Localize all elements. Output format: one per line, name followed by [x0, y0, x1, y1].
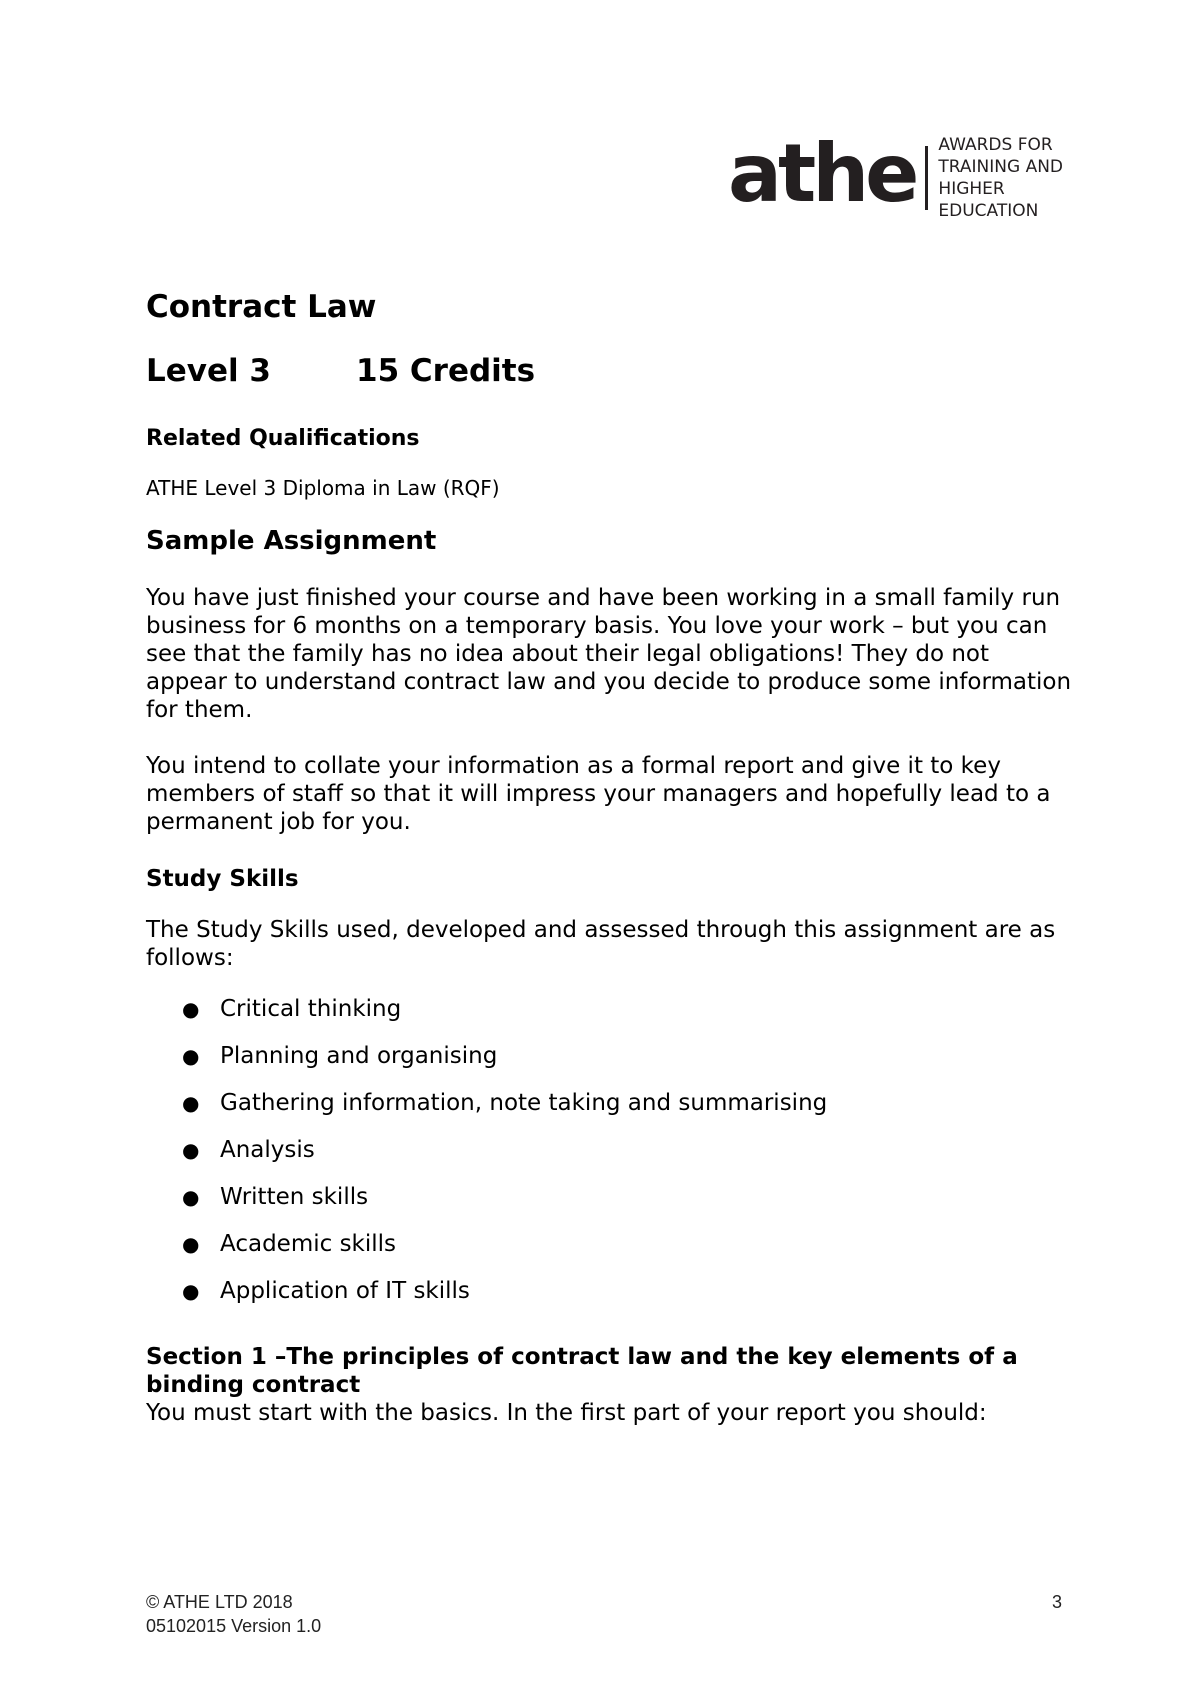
- list-item: [146, 994, 1076, 1041]
- logo-tagline: [938, 134, 1108, 222]
- section-1-heading: Section 1 –The principles of contract law and the key elements of a binding contract: [146, 1344, 1018, 1398]
- list-item: [146, 1229, 1076, 1276]
- list-item: [146, 1041, 1076, 1088]
- qualification-text: ATHE Level 3 Diploma in Law (RQF): [146, 476, 500, 500]
- bullet-icon: ●: [182, 1138, 200, 1162]
- athe-logo: [728, 127, 1108, 221]
- footer-copyright: © ATHE LTD 2018: [146, 1592, 293, 1612]
- bullet-icon: ●: [182, 1091, 200, 1115]
- page-title: Contract Law: [146, 289, 377, 325]
- assignment-paragraph: You intend to collate your information as a formal report and give it to key members of staff so that it will impress your managers and hopefully lead to a permanent job for you.: [146, 753, 1051, 835]
- skill-text: Critical thinking: [220, 996, 402, 1022]
- footer-row: [146, 1590, 1062, 1614]
- skill-text: Planning and organising: [220, 1043, 498, 1069]
- document-body: [146, 286, 1076, 1427]
- list-item: [146, 1276, 1076, 1323]
- list-item: [146, 1135, 1076, 1182]
- study-skills-list: [146, 994, 1076, 1323]
- related-qualifications-heading: Related Qualifications: [146, 426, 420, 451]
- logo-tagline-line: AWARDS FOR: [938, 135, 1053, 155]
- level-credits-line: [146, 350, 1076, 392]
- logo-divider: [925, 146, 928, 210]
- sample-assignment-heading: Sample Assignment: [146, 526, 437, 556]
- skill-text: Analysis: [220, 1137, 315, 1163]
- skill-text: Gathering information, note taking and summarising: [220, 1090, 828, 1116]
- footer-version: 05102015 Version 1.0: [146, 1616, 322, 1636]
- logo-tagline-line: HIGHER EDUCATION: [938, 179, 1039, 221]
- skill-text: Written skills: [220, 1184, 369, 1210]
- bullet-icon: ●: [182, 1232, 200, 1256]
- credits-label: 15 Credits: [356, 353, 536, 389]
- skill-text: Academic skills: [220, 1231, 397, 1257]
- logo-tagline-line: TRAINING AND: [938, 157, 1064, 177]
- list-item: [146, 1182, 1076, 1229]
- page-footer: [146, 1590, 1062, 1638]
- list-item: [146, 1088, 1076, 1135]
- logo-mark: athe: [728, 127, 916, 220]
- study-skills-intro: The Study Skills used, developed and assessed through this assignment are as follows:: [146, 917, 1056, 971]
- skill-text: Application of IT skills: [220, 1278, 470, 1304]
- bullet-icon: ●: [182, 997, 200, 1021]
- assignment-paragraph: You have just finished your course and have been working in a small family run business for 6 months on a temporary basis. You love your work – but you can see that the family has no idea about their legal obligations! They do not appear to understand contract law and you decide to produce some information for them.: [146, 585, 1072, 723]
- level-label: Level 3: [146, 353, 271, 389]
- bullet-icon: ●: [182, 1185, 200, 1209]
- bullet-icon: ●: [182, 1044, 200, 1068]
- study-skills-heading: Study Skills: [146, 866, 299, 892]
- section-1-text: You must start with the basics. In the first part of your report you should:: [146, 1400, 987, 1426]
- page-number: 3: [1051, 1592, 1062, 1612]
- bullet-icon: ●: [182, 1279, 200, 1303]
